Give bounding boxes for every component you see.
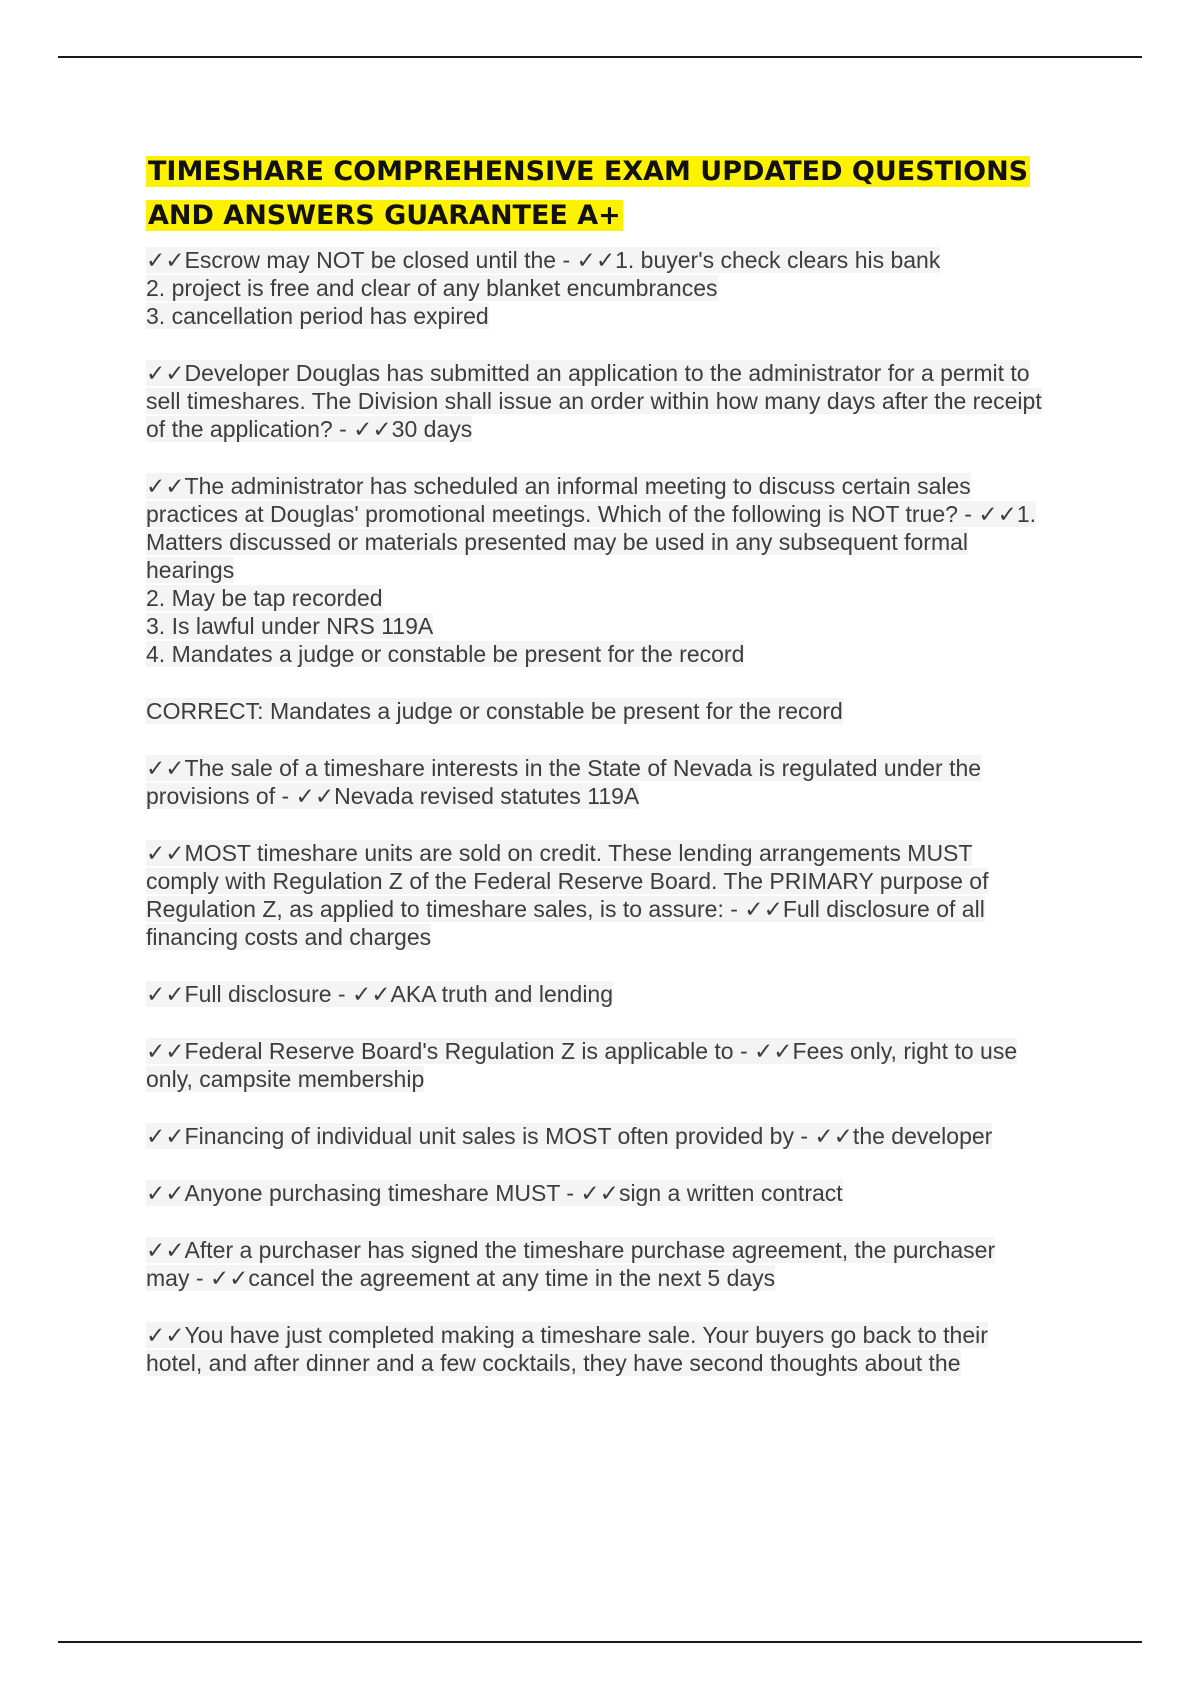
qa-line: ✓✓The administrator has scheduled an informal meeting to discuss certain sales (146, 473, 971, 499)
qa-item (146, 1321, 1086, 1377)
qa-item (146, 1236, 1086, 1292)
document-body (146, 150, 1086, 1406)
qa-line: ✓✓After a purchaser has signed the timeshare purchase agreement, the purchaser (146, 1237, 996, 1263)
qa-line: comply with Regulation Z of the Federal Reserve Board. The PRIMARY purpose of (146, 868, 989, 894)
correct-answer-note (146, 697, 1086, 725)
qa-line: ✓✓Developer Douglas has submitted an application to the administrator for a permit to (146, 360, 1030, 386)
qa-line: ✓✓MOST timeshare units are sold on credit. These lending arrangements MUST (146, 840, 973, 866)
qa-line: only, campsite membership (146, 1066, 425, 1092)
qa-line: Matters discussed or materials presented may be used in any subsequent formal (146, 529, 969, 555)
qa-item (146, 1122, 1086, 1150)
qa-line: sell timeshares. The Division shall issue an order within how many days after the receipt (146, 388, 1042, 414)
qa-line: ✓✓The sale of a timeshare interests in the State of Nevada is regulated under the (146, 755, 982, 781)
qa-list (146, 246, 1086, 1377)
qa-line: ✓✓Escrow may NOT be closed until the - ✓✓1. buyer's check clears his bank (146, 247, 941, 273)
qa-line: 3. Is lawful under NRS 119A (146, 613, 434, 639)
qa-item (146, 839, 1086, 951)
qa-line: CORRECT: Mandates a judge or constable be present for the record (146, 698, 843, 724)
qa-line: provisions of - ✓✓Nevada revised statutes 119A (146, 783, 640, 809)
qa-line: ✓✓Federal Reserve Board's Regulation Z is applicable to - ✓✓Fees only, right to use (146, 1038, 1018, 1064)
qa-line: financing costs and charges (146, 924, 432, 950)
qa-item (146, 472, 1086, 668)
qa-line: 2. May be tap recorded (146, 585, 383, 611)
qa-line: 4. Mandates a judge or constable be present for the record (146, 641, 745, 667)
qa-line: ✓✓Financing of individual unit sales is MOST often provided by - ✓✓the developer (146, 1123, 993, 1149)
qa-line: 3. cancellation period has expired (146, 303, 489, 329)
qa-line: practices at Douglas' promotional meetings. Which of the following is NOT true? - ✓✓1. (146, 501, 1037, 527)
qa-item (146, 246, 1086, 330)
qa-line: of the application? - ✓✓30 days (146, 416, 473, 442)
qa-line: hotel, and after dinner and a few cocktails, they have second thoughts about the (146, 1350, 961, 1376)
top-rule (58, 56, 1142, 58)
qa-item (146, 1037, 1086, 1093)
qa-item (146, 1179, 1086, 1207)
qa-item (146, 980, 1086, 1008)
qa-line: 2. project is free and clear of any blanket encumbrances (146, 275, 718, 301)
qa-item (146, 359, 1086, 443)
bottom-rule (58, 1641, 1142, 1643)
qa-line: ✓✓Anyone purchasing timeshare MUST - ✓✓sign a written contract (146, 1180, 843, 1206)
document-title: TIMESHARE COMPREHENSIVE EXAM UPDATED QUESTIONS AND ANSWERS GUARANTEE A+ (148, 156, 1029, 231)
qa-line: may - ✓✓cancel the agreement at any time in the next 5 days (146, 1265, 776, 1291)
qa-line: Regulation Z, as applied to timeshare sales, is to assure: - ✓✓Full disclosure of all (146, 896, 985, 922)
qa-item (146, 754, 1086, 810)
qa-line: ✓✓Full disclosure - ✓✓AKA truth and lending (146, 981, 614, 1007)
qa-line: hearings (146, 557, 235, 583)
qa-line: ✓✓You have just completed making a timeshare sale. Your buyers go back to their (146, 1322, 988, 1348)
